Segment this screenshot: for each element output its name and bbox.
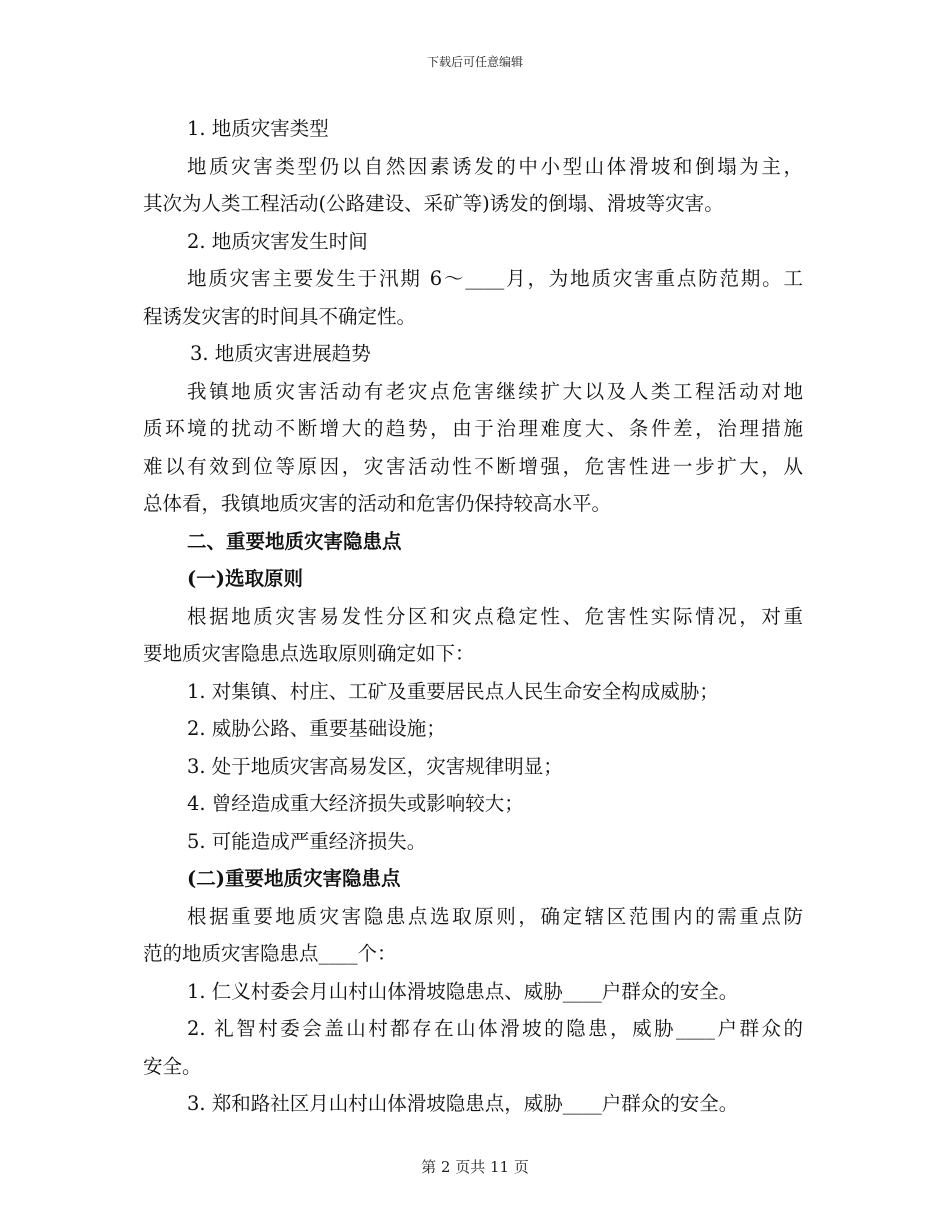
text-line: (二)重要地质灾害隐患点 bbox=[187, 867, 401, 890]
text-line: 程诱发灾害的时间具不确定性。 bbox=[143, 304, 417, 328]
text-line: 3. 郑和路社区月山村山体滑坡隐患点，威胁____户群众的安全。 bbox=[187, 1092, 739, 1115]
text-line: 我镇地质灾害活动有老灾点危害继续扩大以及人类工程活动对地 bbox=[187, 379, 803, 403]
text-line: 1. 对集镇、村庄、工矿及重要居民点人民生命安全构成威胁； bbox=[187, 679, 719, 703]
text-line: 1. 地质灾害类型 bbox=[187, 117, 329, 140]
document-body bbox=[143, 110, 803, 1123]
text-line: 3. 地质灾害进展趋势 bbox=[190, 342, 371, 365]
text-line: 总体看，我镇地质灾害的活动和危害仍保持较高水平。 bbox=[143, 492, 612, 515]
page-header: 下载后可任意编辑 bbox=[426, 55, 523, 69]
text-line: 地质灾害类型仍以自然因素诱发的中小型山体滑坡和倒塌为主， bbox=[187, 154, 803, 178]
text-line: 2. 威胁公路、重要基础设施； bbox=[187, 717, 446, 740]
text-line: 质环境的扰动不断增大的趋势，由于治理难度大、条件差，治理措施 bbox=[143, 417, 803, 440]
text-line: 地质灾害主要发生于汛期 6～____月，为地质灾害重点防范期。工 bbox=[187, 267, 803, 290]
text-line: 其次为人类工程活动(公路建设、采矿等)诱发的倒塌、滑坡等灾害。 bbox=[143, 192, 724, 215]
text-line: 范的地质灾害隐患点____个： bbox=[143, 942, 397, 965]
text-line: 2. 地质灾害发生时间 bbox=[187, 229, 368, 253]
text-line: 5. 可能造成严重经济损失。 bbox=[187, 829, 427, 853]
text-line: 要地质灾害隐患点选取原则确定如下： bbox=[143, 642, 475, 665]
text-line: 根据重要地质灾害隐患点选取原则，确定辖区范围内的需重点防 bbox=[187, 904, 803, 928]
text-line: 2. 礼智村委会盖山村都存在山体滑坡的隐患，威胁____户群众的 bbox=[187, 1017, 803, 1040]
page-footer: 第 2 页共 11 页 bbox=[421, 1158, 529, 1176]
text-line: 根据地质灾害易发性分区和灾点稳定性、危害性实际情况，对重 bbox=[187, 604, 803, 628]
text-line: 难以有效到位等原因，灾害活动性不断增强，危害性进一步扩大，从 bbox=[143, 454, 803, 478]
text-line: (一)选取原则 bbox=[187, 567, 303, 590]
text-line: 安全。 bbox=[143, 1054, 202, 1078]
text-line: 4. 曾经造成重大经济损失或影响较大； bbox=[187, 792, 524, 815]
text-line: 1. 仁义村委会月山村山体滑坡隐患点、威胁____户群众的安全。 bbox=[187, 979, 739, 1003]
text-line: 3. 处于地质灾害高易发区，灾害规律明显； bbox=[187, 754, 563, 778]
text-line: 二、重要地质灾害隐患点 bbox=[187, 529, 402, 553]
